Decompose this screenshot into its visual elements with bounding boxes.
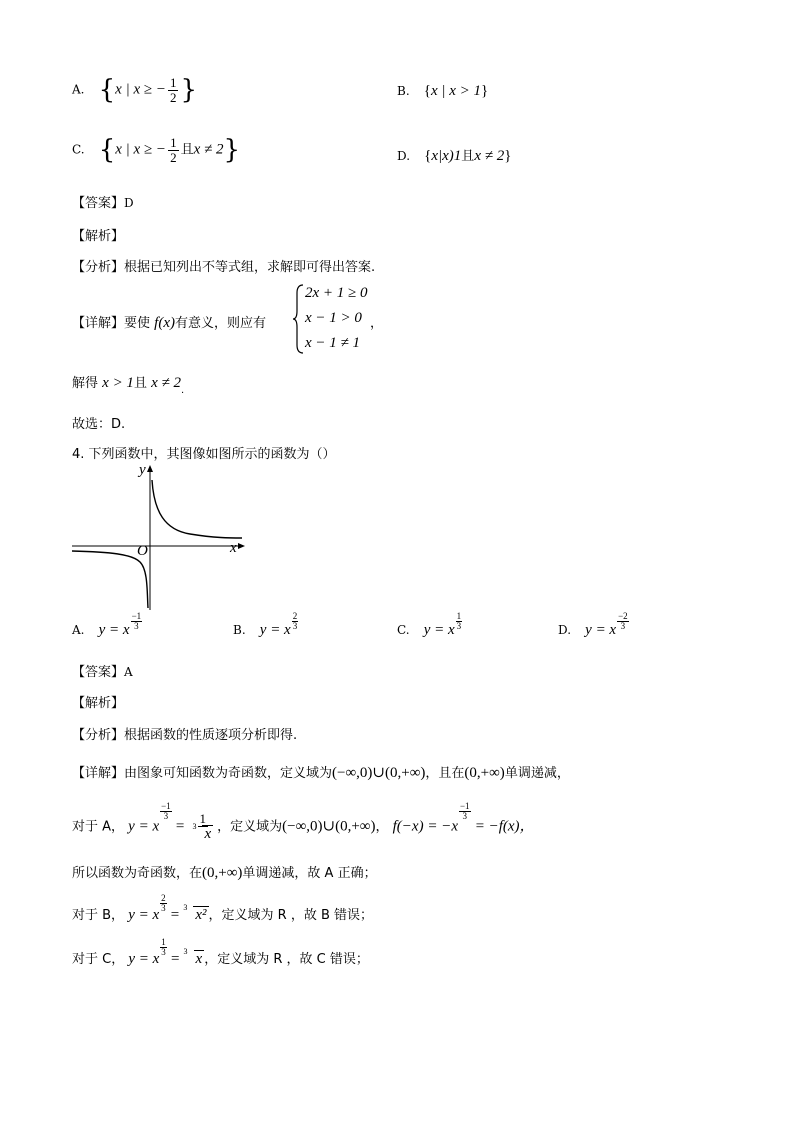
xiangjie-tag: 【详解】 xyxy=(72,766,125,781)
q4-option-b xyxy=(233,611,298,641)
system-line-1: 2x + 1 ≥ 0 xyxy=(305,285,368,301)
answer-value: A xyxy=(124,665,133,679)
line-text: 所以函数为奇函数，在 xyxy=(72,866,203,881)
line-prefix: 对于 C， xyxy=(72,952,125,967)
exp-num: 1 xyxy=(456,611,462,621)
solve-expr: x > 1 xyxy=(102,375,134,391)
root-index: 3 xyxy=(183,903,188,912)
exp-den: 3 xyxy=(134,621,139,631)
and-text: 且 xyxy=(461,149,475,164)
x-axis-arrow xyxy=(238,543,245,549)
line-prefix: 对于 B， xyxy=(72,908,125,923)
set-expr: x|x)1 xyxy=(431,148,462,164)
function-graph xyxy=(70,462,250,612)
q3-option-a: A. {x | x ≥ − $\frac{1}{2}$ } xyxy=(72,75,198,106)
xiangjie-pre: 要使 xyxy=(124,316,151,331)
option-label: D. xyxy=(558,623,572,637)
equals: = xyxy=(170,907,180,923)
power-expr: y = x xyxy=(128,951,160,967)
system-comma: ， xyxy=(370,316,384,331)
function-expr: f(x) xyxy=(154,315,175,331)
q3-option-b: B. {x | x > 1} xyxy=(397,83,489,99)
power-base: y = x xyxy=(423,622,455,638)
power-expr: y = x xyxy=(128,907,160,923)
exp-num: 2 xyxy=(292,611,298,621)
comma: ， xyxy=(375,819,389,835)
q4-option-c xyxy=(397,611,462,641)
answer-tag: 【答案】 xyxy=(72,196,125,211)
q4-line-b: 对于 B， y = x $\frac{2}{3}$ = 3 x² ，定义域为 R ，故 B 错误； xyxy=(72,893,374,923)
graph-y-label: y xyxy=(139,462,146,478)
exp-num: 1 xyxy=(136,611,142,621)
q4-analysis-tag: 【解析】 xyxy=(72,696,125,711)
set-expr: x | x ≥ − xyxy=(115,81,166,98)
graph-origin-label: O xyxy=(137,543,148,559)
line-text: 单调递减，故 A 正确； xyxy=(242,866,377,881)
system-line-3: x − 1 ≠ 1 xyxy=(305,335,361,351)
fenxi-tag: 【分析】 xyxy=(72,728,125,743)
q3-option-d: D. {x|x)1且x ≠ 2} xyxy=(397,148,512,164)
q4-xiangjie xyxy=(72,762,570,782)
inequality-system xyxy=(293,283,305,359)
option-label: A. xyxy=(72,623,85,637)
domain-expr: (−∞,0)∪(0,+∞) xyxy=(282,818,376,835)
odd-check-result: = −f(x)， xyxy=(474,818,535,835)
equals: = xyxy=(170,951,180,967)
power-expr: y = x xyxy=(128,818,160,835)
set-expr: x | x > 1 xyxy=(430,83,482,99)
and-text: 且 xyxy=(133,376,147,391)
q4-line-a2 xyxy=(72,862,377,882)
q3-answer xyxy=(72,192,134,211)
solve-dot: . xyxy=(180,385,185,396)
exp-den: 3 xyxy=(456,621,462,631)
option-label: D. xyxy=(397,149,411,163)
xiangjie-text: 由图象可知函数为奇函数，定义域为 xyxy=(124,766,333,781)
power-base: y = x xyxy=(98,622,130,638)
line-mid: ，定义域为 xyxy=(217,819,283,835)
xiangjie-mid: 有意义，则应有 xyxy=(175,316,267,331)
frac-den: 2 xyxy=(169,89,177,105)
q4-fenxi xyxy=(72,724,297,743)
option-label: C. xyxy=(397,623,410,637)
q4-line-a: 对于 A， y = x $\frac{-1}{3}$ = 1 3 x ，定义域为(−∞,0)∪(0,+∞)， f(−x) = −x $\frac{-1}{3}$ = −f(x)， xyxy=(72,801,535,842)
power-base: y = x xyxy=(585,622,617,638)
frac-num: 1 xyxy=(170,135,177,150)
q4-option-d: D. y = x $\frac{-2}{3}$ xyxy=(558,611,628,638)
answer-tag: 【答案】 xyxy=(72,665,125,680)
power-base: y = x xyxy=(259,622,291,638)
root-index: 3 xyxy=(183,947,188,956)
frac-num: 1 xyxy=(199,811,207,826)
fenxi-text: 根据函数的性质逐项分析即得. xyxy=(124,728,298,743)
solve-pre: 解得 xyxy=(72,376,99,391)
solve-expr: x ≠ 2 xyxy=(151,375,181,391)
option-label: C. xyxy=(72,142,85,157)
q3-choose: 故选：D. xyxy=(72,417,126,432)
root-body: x xyxy=(195,951,203,967)
interval-expr: (0,+∞) xyxy=(464,765,505,781)
option-label: B. xyxy=(233,623,246,637)
option-label: A. xyxy=(72,82,85,97)
curve-right-branch xyxy=(152,480,242,538)
fenxi-text: 根据已知列出不等式组，求解即可得出答案. xyxy=(124,260,376,275)
y-axis-arrow xyxy=(147,465,153,472)
system-line-2: x − 1 > 0 xyxy=(305,310,362,326)
line-prefix: 对于 A， xyxy=(72,819,125,835)
odd-check-expr: f(−x) = −x xyxy=(392,818,458,835)
option-label: B. xyxy=(397,84,410,98)
xiangjie-text: ，且在 xyxy=(425,766,465,781)
q3-analysis-tag: 【解析】 xyxy=(72,229,125,244)
q4-stem: 4. 下列函数中，其图像如图所示的函数为（） xyxy=(72,447,336,462)
fenxi-tag: 【分析】 xyxy=(72,260,125,275)
q3-solve xyxy=(72,372,185,396)
xiangjie-tag: 【详解】 xyxy=(72,316,125,331)
q4-graph xyxy=(70,462,250,616)
interval-expr: (0,+∞) xyxy=(202,865,243,881)
set-expr: x ≠ 2 xyxy=(193,141,224,158)
system-brace xyxy=(293,283,305,355)
q3-xiangjie xyxy=(72,312,266,332)
answer-value: D xyxy=(124,196,134,210)
line-text: ，定义域为 R ，故 B 错误； xyxy=(208,908,374,923)
and-text: 且 xyxy=(180,142,194,158)
exp-den: 3 xyxy=(292,621,298,631)
q3-fenxi xyxy=(72,256,375,275)
set-expr: x ≠ 2 xyxy=(474,148,505,164)
exp-den: 3 xyxy=(620,621,626,631)
frac-den: 2 xyxy=(170,149,177,165)
graph-x-label: x xyxy=(230,540,237,556)
q4-line-c: 对于 C， y = x $\frac{1}{3}$ = 3 x ，定义域为 R ，故 C 错误； xyxy=(72,937,369,967)
xiangjie-text: 单调递减， xyxy=(504,766,570,781)
root-index: 3 xyxy=(192,821,197,831)
set-expr: x | x ≥ − xyxy=(115,141,167,158)
q4-answer xyxy=(72,661,133,680)
exp-num: 2 xyxy=(623,611,628,621)
root-body: x² xyxy=(195,907,207,923)
root-body: x xyxy=(204,825,212,842)
equals: = xyxy=(175,818,185,835)
domain-expr: (−∞,0)∪(0,+∞) xyxy=(332,765,426,781)
frac-num: 1 xyxy=(169,75,177,90)
line-text: ，定义域为 R ，故 C 错误； xyxy=(204,952,369,967)
q4-option-a: A. y = x $\frac{-1}{3}$ xyxy=(72,611,142,638)
q3-option-c: C. {x | x ≥ − $\frac{1}{2}$ 且x ≠ 2} xyxy=(72,135,241,166)
